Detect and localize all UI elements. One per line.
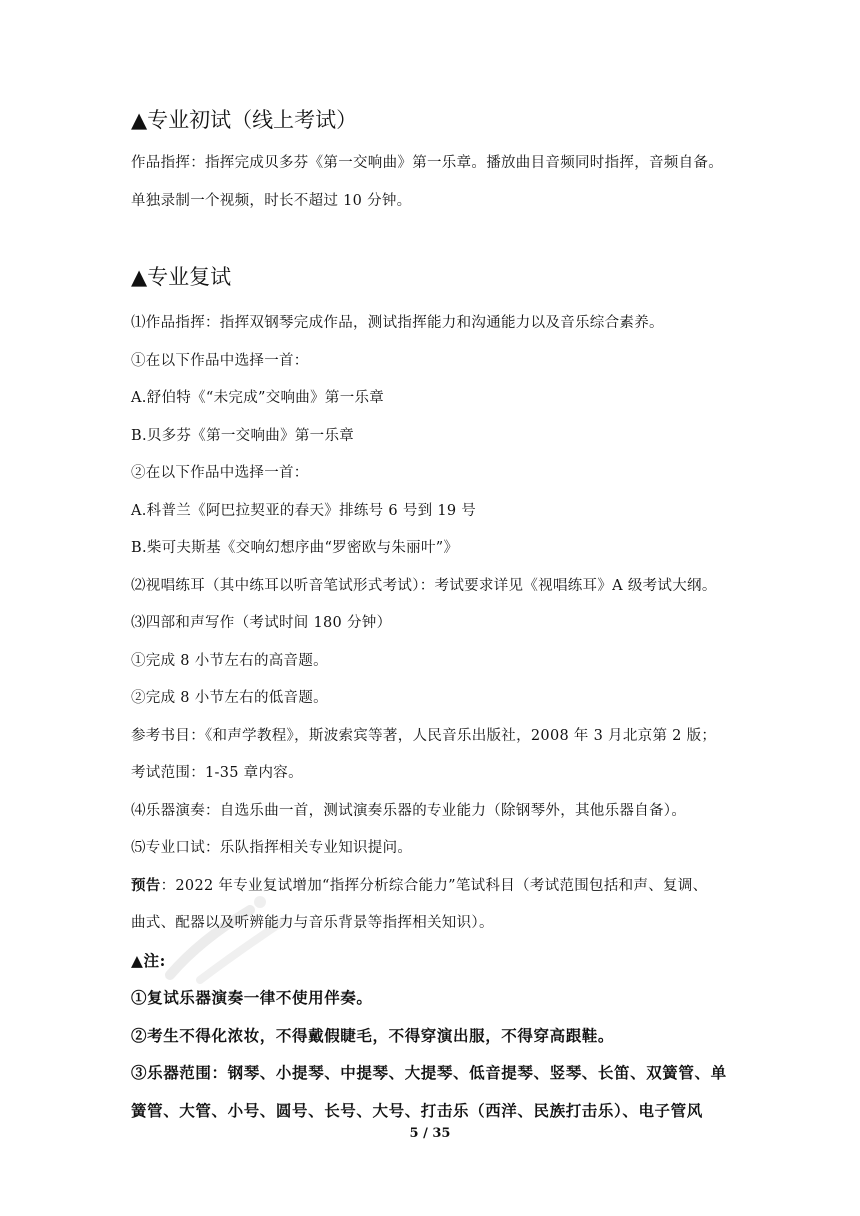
paragraph-line: ⑶四部和声写作（考试时间 180 分钟） bbox=[131, 615, 392, 631]
paragraph-line: A.科普兰《阿巴拉契亚的春天》排练号 6 号到 19 号 bbox=[131, 503, 477, 519]
section-heading-preliminary: ▲专业初试（线上考试） bbox=[131, 108, 358, 132]
paragraph-line: ⑷乐器演奏：自选乐曲一首，测试演奏乐器的专业能力（除钢琴外，其他乐器自备）。 bbox=[131, 803, 687, 819]
page-number: 5 / 35 bbox=[409, 1126, 451, 1141]
watermark-logo bbox=[160, 880, 300, 990]
notice-text: ：2022 年专业复试增加“指挥分析综合能力”笔试科目（考试范围包括和声、复调、 bbox=[160, 878, 708, 894]
paragraph-line: A.舒伯特《“未完成”交响曲》第一乐章 bbox=[131, 390, 385, 406]
note-line: 簧管、大管、小号、圆号、长号、大号、打击乐（西洋、民族打击乐）、电子管风 bbox=[131, 1101, 703, 1120]
paragraph-line: 参考书目：《和声学教程》，斯波索宾等著，人民音乐出版社，2008 年 3 月北京第 2 版； bbox=[131, 728, 717, 744]
notes-heading: ▲注: bbox=[131, 951, 166, 970]
paragraph-line: ⑴作品指挥：指挥双钢琴完成作品，测试指挥能力和沟通能力以及音乐综合素养。 bbox=[131, 315, 664, 331]
paragraph-line: ②在以下作品中选择一首： bbox=[131, 465, 309, 481]
paragraph-line: ⑵视唱练耳（其中练耳以听音笔试形式考试）：考试要求详见《视唱练耳》A 级考试大纲。 bbox=[131, 578, 717, 594]
paragraph-line: B.贝多芬《第一交响曲》第一乐章 bbox=[131, 428, 355, 444]
paragraph-line: 单独录制一个视频，时长不超过 10 分钟。 bbox=[131, 193, 412, 209]
paragraph-line: B.柴可夫斯基《交响幻想序曲“罗密欧与朱丽叶”》 bbox=[131, 540, 459, 556]
paragraph-line: ①在以下作品中选择一首： bbox=[131, 353, 309, 369]
notice-line bbox=[131, 874, 707, 895]
paragraph-line: ⑸专业口试：乐队指挥相关专业知识提问。 bbox=[131, 840, 413, 856]
notice-label: 预告 bbox=[131, 877, 161, 894]
paragraph-line: ②完成 8 小节左右的低音题。 bbox=[131, 690, 328, 706]
notice-line-continued: 曲式、配器以及听辨能力与音乐背景等指挥相关知识）。 bbox=[131, 915, 494, 931]
paragraph-line: 考试范围：1-35 章内容。 bbox=[131, 765, 303, 781]
paragraph-line: ①完成 8 小节左右的高音题。 bbox=[131, 653, 328, 669]
section-heading-retest: ▲专业复试 bbox=[131, 265, 232, 289]
note-line: ③乐器范围：钢琴、小提琴、中提琴、大提琴、低音提琴、竖琴、长笛、双簧管、单 bbox=[131, 1063, 727, 1082]
note-line: ①复试乐器演奏一律不使用伴奏。 bbox=[131, 988, 373, 1007]
note-line: ②考生不得化浓妆，不得戴假睫毛，不得穿演出服，不得穿高跟鞋。 bbox=[131, 1026, 615, 1045]
paragraph-line: 作品指挥：指挥完成贝多芬《第一交响曲》第一乐章。播放曲目音频同时指挥，音频自备。 bbox=[131, 155, 723, 171]
